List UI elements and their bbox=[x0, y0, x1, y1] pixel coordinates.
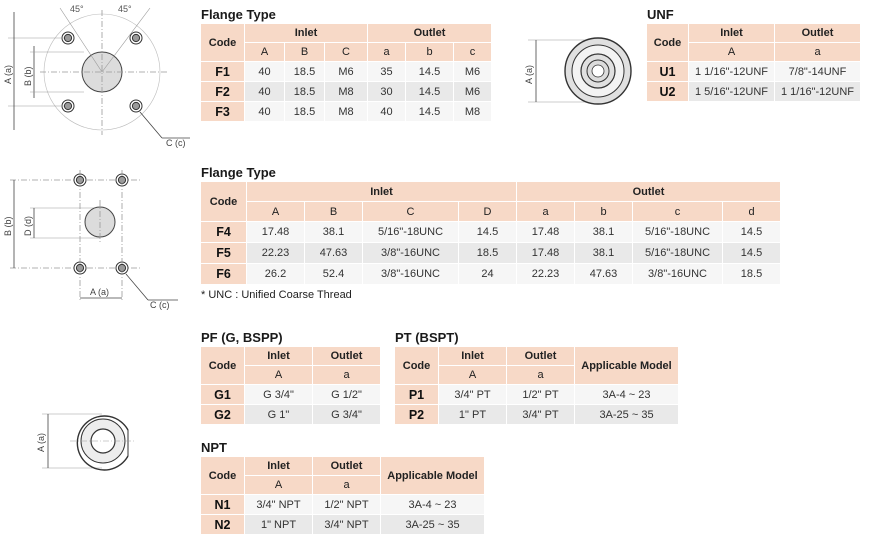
header-inlet: Inlet bbox=[689, 24, 775, 43]
cell: 17.48 bbox=[247, 222, 305, 243]
cell: 17.48 bbox=[517, 243, 575, 264]
row-code: N2 bbox=[201, 515, 245, 535]
header-code: Code bbox=[201, 182, 247, 222]
cell: 38.1 bbox=[305, 222, 363, 243]
cell: 40 bbox=[245, 62, 285, 82]
table-row bbox=[647, 62, 861, 82]
subheader-cell: a bbox=[368, 43, 406, 62]
table-row bbox=[201, 62, 492, 82]
threaded-port-diagram bbox=[30, 400, 150, 490]
table-row bbox=[201, 243, 781, 264]
unc-footnote: * UNC : Unified Coarse Thread bbox=[201, 289, 352, 301]
cell: 40 bbox=[245, 102, 285, 122]
cell: 14.5 bbox=[723, 243, 781, 264]
table-row bbox=[201, 102, 492, 122]
subheader-cell: A bbox=[247, 202, 305, 222]
row-code: G2 bbox=[201, 405, 245, 425]
cell: 18.5 bbox=[285, 102, 325, 122]
flange-type-table-1 bbox=[201, 24, 492, 122]
cell: 14.5 bbox=[406, 62, 454, 82]
unf-port-diagram bbox=[520, 26, 640, 116]
table-row bbox=[395, 405, 679, 425]
cell: 35 bbox=[368, 62, 406, 82]
row-code: U1 bbox=[647, 62, 689, 82]
cell: 38.1 bbox=[575, 222, 633, 243]
flange-side-diagram bbox=[0, 160, 200, 320]
subheader-cell: a bbox=[313, 366, 381, 385]
table-row bbox=[201, 82, 492, 102]
header-outlet: Outlet bbox=[507, 347, 575, 366]
cell: 5/16"-18UNC bbox=[363, 222, 459, 243]
cell: 7/8"-14UNF bbox=[775, 62, 861, 82]
row-code: P2 bbox=[395, 405, 439, 425]
subheader-cell: b bbox=[575, 202, 633, 222]
row-code: F2 bbox=[201, 82, 245, 102]
table-row bbox=[201, 385, 381, 405]
dim-label-a: A (a) bbox=[90, 287, 110, 297]
cell: M8 bbox=[454, 102, 492, 122]
pf-title: PF (G, BSPP) bbox=[201, 330, 283, 345]
cell: M6 bbox=[325, 62, 368, 82]
cell: M6 bbox=[454, 62, 492, 82]
subheader-cell: D bbox=[459, 202, 517, 222]
cell: G 3/4" bbox=[245, 385, 313, 405]
pf-table bbox=[201, 347, 381, 425]
flange-4bolt-diagram bbox=[0, 0, 200, 160]
npt-table bbox=[201, 457, 485, 535]
cell: 26.2 bbox=[247, 264, 305, 285]
dim-label-a: A (a) bbox=[524, 64, 534, 84]
cell: 30 bbox=[368, 82, 406, 102]
subheader-cell: B bbox=[305, 202, 363, 222]
table-row bbox=[647, 82, 861, 102]
cell: 3A-25 ~ 35 bbox=[575, 405, 679, 425]
cell: G 3/4" bbox=[313, 405, 381, 425]
cell: 3/8"-16UNC bbox=[633, 264, 723, 285]
pt-title: PT (BSPT) bbox=[395, 330, 459, 345]
table-row bbox=[201, 495, 485, 515]
dim-label-a: A (a) bbox=[36, 432, 46, 452]
row-code: F4 bbox=[201, 222, 247, 243]
table-row bbox=[201, 264, 781, 285]
row-code: U2 bbox=[647, 82, 689, 102]
cell: 18.5 bbox=[285, 82, 325, 102]
cell: 40 bbox=[245, 82, 285, 102]
cell: 22.23 bbox=[517, 264, 575, 285]
cell: 47.63 bbox=[305, 243, 363, 264]
subheader-cell: c bbox=[454, 43, 492, 62]
header-inlet: Inlet bbox=[247, 182, 517, 202]
header-outlet: Outlet bbox=[368, 24, 492, 43]
table-row bbox=[395, 385, 679, 405]
cell: 5/16"-18UNC bbox=[633, 222, 723, 243]
cell: 14.5 bbox=[459, 222, 517, 243]
cell: 17.48 bbox=[517, 222, 575, 243]
row-code: P1 bbox=[395, 385, 439, 405]
header-code: Code bbox=[647, 24, 689, 62]
subheader-cell: A bbox=[245, 366, 313, 385]
subheader-cell: a bbox=[517, 202, 575, 222]
cell: 3/4" NPT bbox=[245, 495, 313, 515]
header-applicable-model: Applicable Model bbox=[381, 457, 485, 495]
unf-title: UNF bbox=[647, 7, 674, 22]
cell: 47.63 bbox=[575, 264, 633, 285]
row-code: F1 bbox=[201, 62, 245, 82]
angle-label-right: 45° bbox=[118, 4, 132, 14]
cell: 52.4 bbox=[305, 264, 363, 285]
pt-table bbox=[395, 347, 679, 425]
table-row bbox=[201, 515, 485, 535]
cell: 1/2" PT bbox=[507, 385, 575, 405]
cell: 1 1/16"-12UNF bbox=[689, 62, 775, 82]
dim-label-d: D (d) bbox=[23, 216, 33, 236]
flange-type-title-2: Flange Type bbox=[201, 165, 276, 180]
npt-title: NPT bbox=[201, 440, 227, 455]
header-code: Code bbox=[201, 347, 245, 385]
cell: 3A-25 ~ 35 bbox=[381, 515, 485, 535]
header-inlet: Inlet bbox=[245, 24, 368, 43]
cell: 24 bbox=[459, 264, 517, 285]
cell: 1/2" NPT bbox=[313, 495, 381, 515]
cell: 3/4" PT bbox=[439, 385, 507, 405]
cell: 22.23 bbox=[247, 243, 305, 264]
subheader-cell: A bbox=[689, 43, 775, 62]
header-code: Code bbox=[201, 24, 245, 62]
dim-label-c: C (c) bbox=[166, 138, 186, 148]
header-inlet: Inlet bbox=[245, 347, 313, 366]
row-code: F6 bbox=[201, 264, 247, 285]
row-code: F5 bbox=[201, 243, 247, 264]
cell: 5/16"-18UNC bbox=[633, 243, 723, 264]
dim-label-a: A (a) bbox=[3, 64, 13, 84]
dim-label-b: B (b) bbox=[3, 216, 13, 236]
cell: M6 bbox=[454, 82, 492, 102]
subheader-cell: A bbox=[439, 366, 507, 385]
subheader-cell: A bbox=[245, 43, 285, 62]
cell: 1 5/16"-12UNF bbox=[689, 82, 775, 102]
subheader-cell: a bbox=[507, 366, 575, 385]
flange-type-title-1: Flange Type bbox=[201, 7, 276, 22]
cell: M8 bbox=[325, 102, 368, 122]
header-outlet: Outlet bbox=[517, 182, 781, 202]
header-inlet: Inlet bbox=[439, 347, 507, 366]
cell: 3/4" PT bbox=[507, 405, 575, 425]
subheader-cell: C bbox=[363, 202, 459, 222]
cell: 3/8"-16UNC bbox=[363, 243, 459, 264]
subheader-cell: c bbox=[633, 202, 723, 222]
cell: 38.1 bbox=[575, 243, 633, 264]
dim-label-b: B (b) bbox=[23, 66, 33, 86]
subheader-cell: a bbox=[775, 43, 861, 62]
cell: 1" PT bbox=[439, 405, 507, 425]
cell: 3/4" NPT bbox=[313, 515, 381, 535]
cell: G 1" bbox=[245, 405, 313, 425]
header-code: Code bbox=[395, 347, 439, 385]
cell: 40 bbox=[368, 102, 406, 122]
cell: 18.5 bbox=[285, 62, 325, 82]
row-code: G1 bbox=[201, 385, 245, 405]
subheader-cell: d bbox=[723, 202, 781, 222]
cell: 1" NPT bbox=[245, 515, 313, 535]
cell: G 1/2" bbox=[313, 385, 381, 405]
cell: 14.5 bbox=[406, 82, 454, 102]
cell: 14.5 bbox=[406, 102, 454, 122]
cell: 1 1/16"-12UNF bbox=[775, 82, 861, 102]
cell: 18.5 bbox=[723, 264, 781, 285]
header-inlet: Inlet bbox=[245, 457, 313, 476]
header-outlet: Outlet bbox=[775, 24, 861, 43]
cell: M8 bbox=[325, 82, 368, 102]
subheader-cell: a bbox=[313, 476, 381, 495]
header-code: Code bbox=[201, 457, 245, 495]
header-applicable-model: Applicable Model bbox=[575, 347, 679, 385]
header-outlet: Outlet bbox=[313, 347, 381, 366]
cell: 3/8"-16UNC bbox=[363, 264, 459, 285]
subheader-cell: A bbox=[245, 476, 313, 495]
angle-label-left: 45° bbox=[70, 4, 84, 14]
cell: 18.5 bbox=[459, 243, 517, 264]
cell: 3A-4 ~ 23 bbox=[575, 385, 679, 405]
subheader-cell: C bbox=[325, 43, 368, 62]
cell: 14.5 bbox=[723, 222, 781, 243]
subheader-cell: B bbox=[285, 43, 325, 62]
row-code: F3 bbox=[201, 102, 245, 122]
flange-type-table-2 bbox=[201, 182, 781, 285]
dim-label-c: C (c) bbox=[150, 300, 170, 310]
header-outlet: Outlet bbox=[313, 457, 381, 476]
cell: 3A-4 ~ 23 bbox=[381, 495, 485, 515]
unf-table bbox=[647, 24, 861, 102]
row-code: N1 bbox=[201, 495, 245, 515]
table-row bbox=[201, 222, 781, 243]
table-row bbox=[201, 405, 381, 425]
subheader-cell: b bbox=[406, 43, 454, 62]
